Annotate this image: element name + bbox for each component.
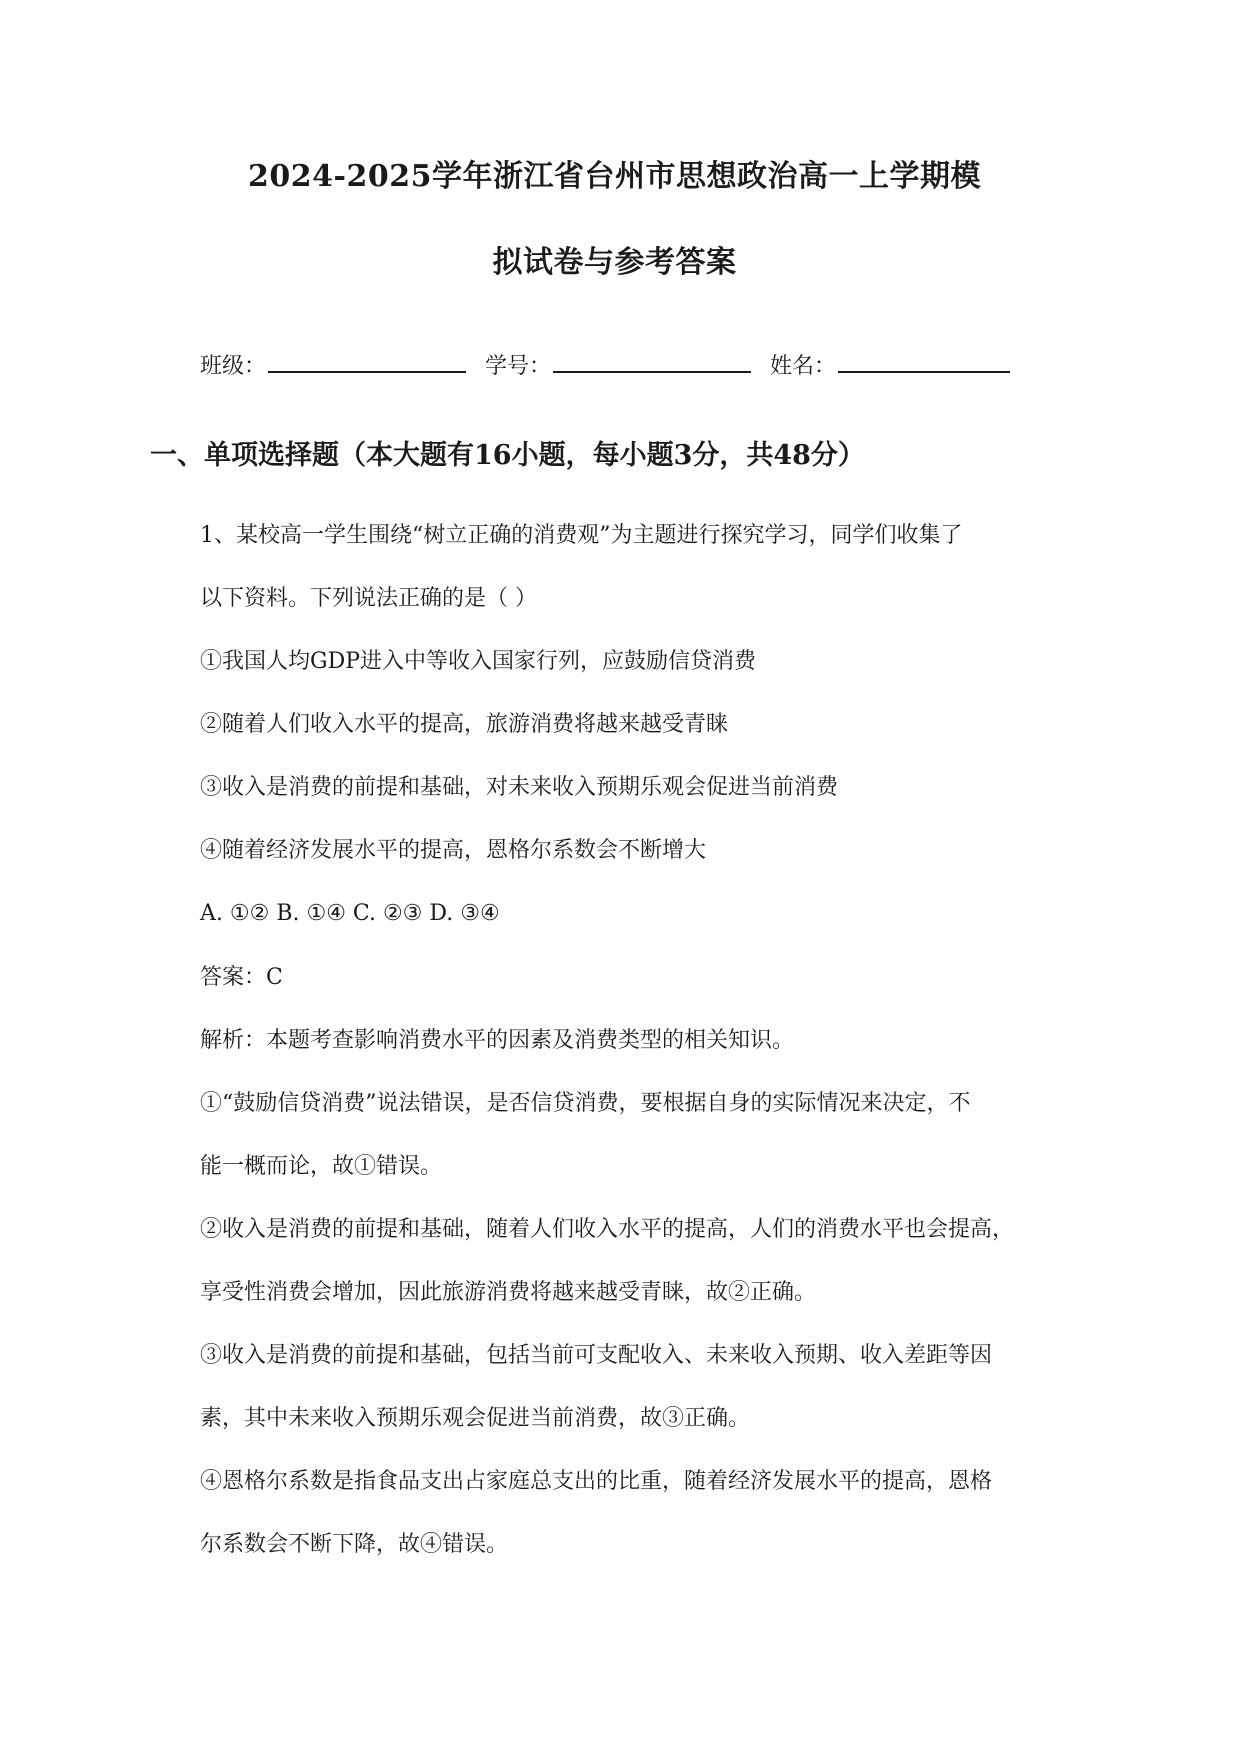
- statement-2: ②随着人们收入水平的提高，旅游消费将越来越受青睐: [200, 712, 729, 737]
- document-title-line-1: 2024-2025学年浙江省台州市思想政治高一上学期模: [248, 159, 981, 194]
- statement-4: ④随着经济发展水平的提高，恩格尔系数会不断增大: [200, 838, 707, 863]
- student-id-label: 学号：: [485, 354, 552, 379]
- statement-3: ③收入是消费的前提和基础，对未来收入预期乐观会促进当前消费: [200, 775, 839, 800]
- analysis-4-line-1: ④恩格尔系数是指食品支出占家庭总支出的比重，随着经济发展水平的提高，恩格: [200, 1469, 993, 1494]
- answer-options: A. ①② B. ①④ C. ②③ D. ③④: [200, 901, 500, 926]
- student-id-blank[interactable]: [553, 347, 751, 373]
- student-info-row: [200, 347, 1022, 384]
- name-label: 姓名：: [770, 354, 837, 379]
- class-label: 班级：: [200, 354, 267, 379]
- name-blank[interactable]: [838, 347, 1010, 373]
- analysis-3-line-2: 素，其中未来收入预期乐观会促进当前消费，故③正确。: [200, 1406, 751, 1431]
- analysis-2-line-1: ②收入是消费的前提和基础，随着人们收入水平的提高，人们的消费水平也会提高，: [200, 1217, 1015, 1242]
- answer-line: 答案：C: [200, 965, 283, 990]
- statement-1: ①我国人均GDP进入中等收入国家行列，应鼓励信贷消费: [200, 649, 757, 674]
- analysis-3-line-1: ③收入是消费的前提和基础，包括当前可支配收入、未来收入预期、收入差距等因: [200, 1343, 993, 1368]
- document-title-line-2: 拟试卷与参考答案: [492, 245, 737, 280]
- analysis-intro: 解析：本题考查影响消费水平的因素及消费类型的相关知识。: [200, 1028, 795, 1053]
- analysis-1-line-2: 能一概而论，故①错误。: [200, 1154, 443, 1179]
- class-blank[interactable]: [268, 347, 466, 373]
- question-1-stem-line-2: 以下资料。下列说法正确的是（ ）: [200, 586, 537, 611]
- analysis-4-line-2: 尔系数会不断下降，故④错误。: [200, 1532, 509, 1557]
- question-1-stem-line-1: 1、某校高一学生围绕“树立正确的消费观”为主题进行探究学习，同学们收集了: [200, 523, 963, 548]
- analysis-2-line-2: 享受性消费会增加，因此旅游消费将越来越受青睐，故②正确。: [200, 1280, 817, 1305]
- section-heading: 一、单项选择题（本大题有16小题，每小题3分，共48分）: [150, 440, 865, 471]
- analysis-1-line-1: ①“鼓励信贷消费”说法错误，是否信贷消费，要根据自身的实际情况来决定，不: [200, 1091, 971, 1116]
